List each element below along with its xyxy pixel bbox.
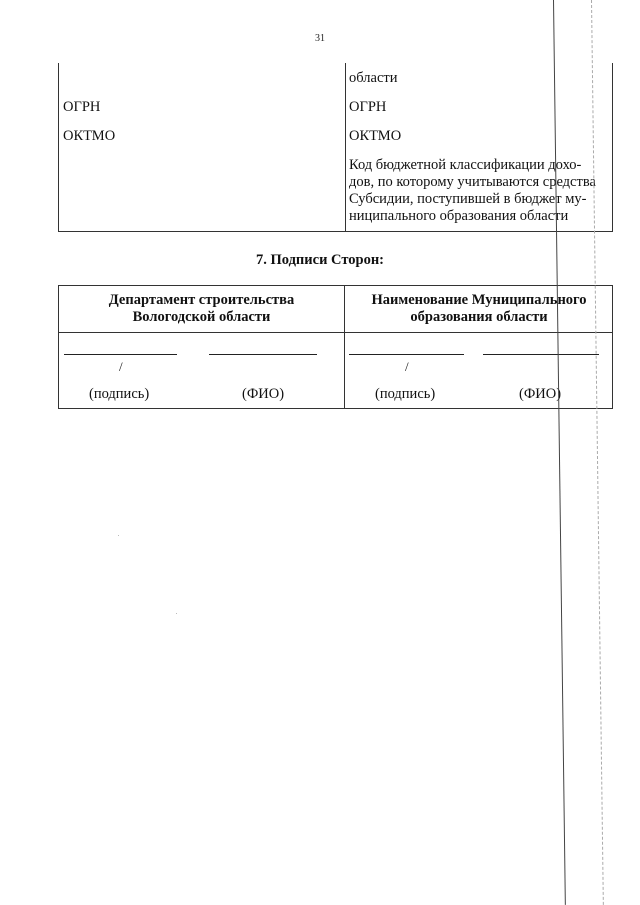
left-party-name-line: Вологодской области (132, 309, 271, 325)
requisites-table (58, 63, 613, 232)
left-slash: / (119, 359, 123, 374)
budget-code-line: Код бюджетной классификации дохо- (349, 157, 582, 173)
ogrn-label-left: ОГРН (63, 99, 101, 115)
header-divider (59, 332, 612, 333)
region-word: области (349, 70, 398, 86)
page-number: 31 (315, 33, 325, 44)
signatures-table (58, 285, 613, 409)
budget-code-line: дов, по которому учитываются средства (349, 174, 596, 190)
section-title: 7. Подписи Сторон: (255, 252, 385, 268)
column-divider (345, 63, 346, 231)
right-party-name-line: образования области (410, 309, 548, 325)
budget-code-line: Субсидии, поступившей в бюджет му- (349, 191, 587, 207)
scan-speck (118, 535, 119, 536)
budget-code-line: ниципального образования области (349, 208, 569, 224)
oktmo-label-right: ОКТМО (349, 128, 402, 144)
right-signature-line[interactable] (349, 354, 464, 355)
left-party-name-line: Департамент строительства (108, 292, 295, 308)
left-signature-caption: (подпись) (89, 386, 150, 402)
right-party-header (345, 292, 613, 326)
right-name-line[interactable] (483, 354, 599, 355)
right-signature-caption: (подпись) (375, 386, 436, 402)
ogrn-label-right: ОГРН (349, 99, 387, 115)
budget-classification-code-label (349, 157, 611, 225)
left-name-caption: (ФИО) (242, 386, 285, 402)
right-slash: / (405, 359, 409, 374)
left-party-header (59, 292, 344, 326)
oktmo-label-left: ОКТМО (63, 128, 116, 144)
scan-speck (176, 613, 177, 614)
left-name-line[interactable] (209, 354, 317, 355)
right-party-name-line: Наименование Муниципального (371, 292, 587, 308)
left-signature-line[interactable] (64, 354, 177, 355)
right-name-caption: (ФИО) (519, 386, 562, 402)
